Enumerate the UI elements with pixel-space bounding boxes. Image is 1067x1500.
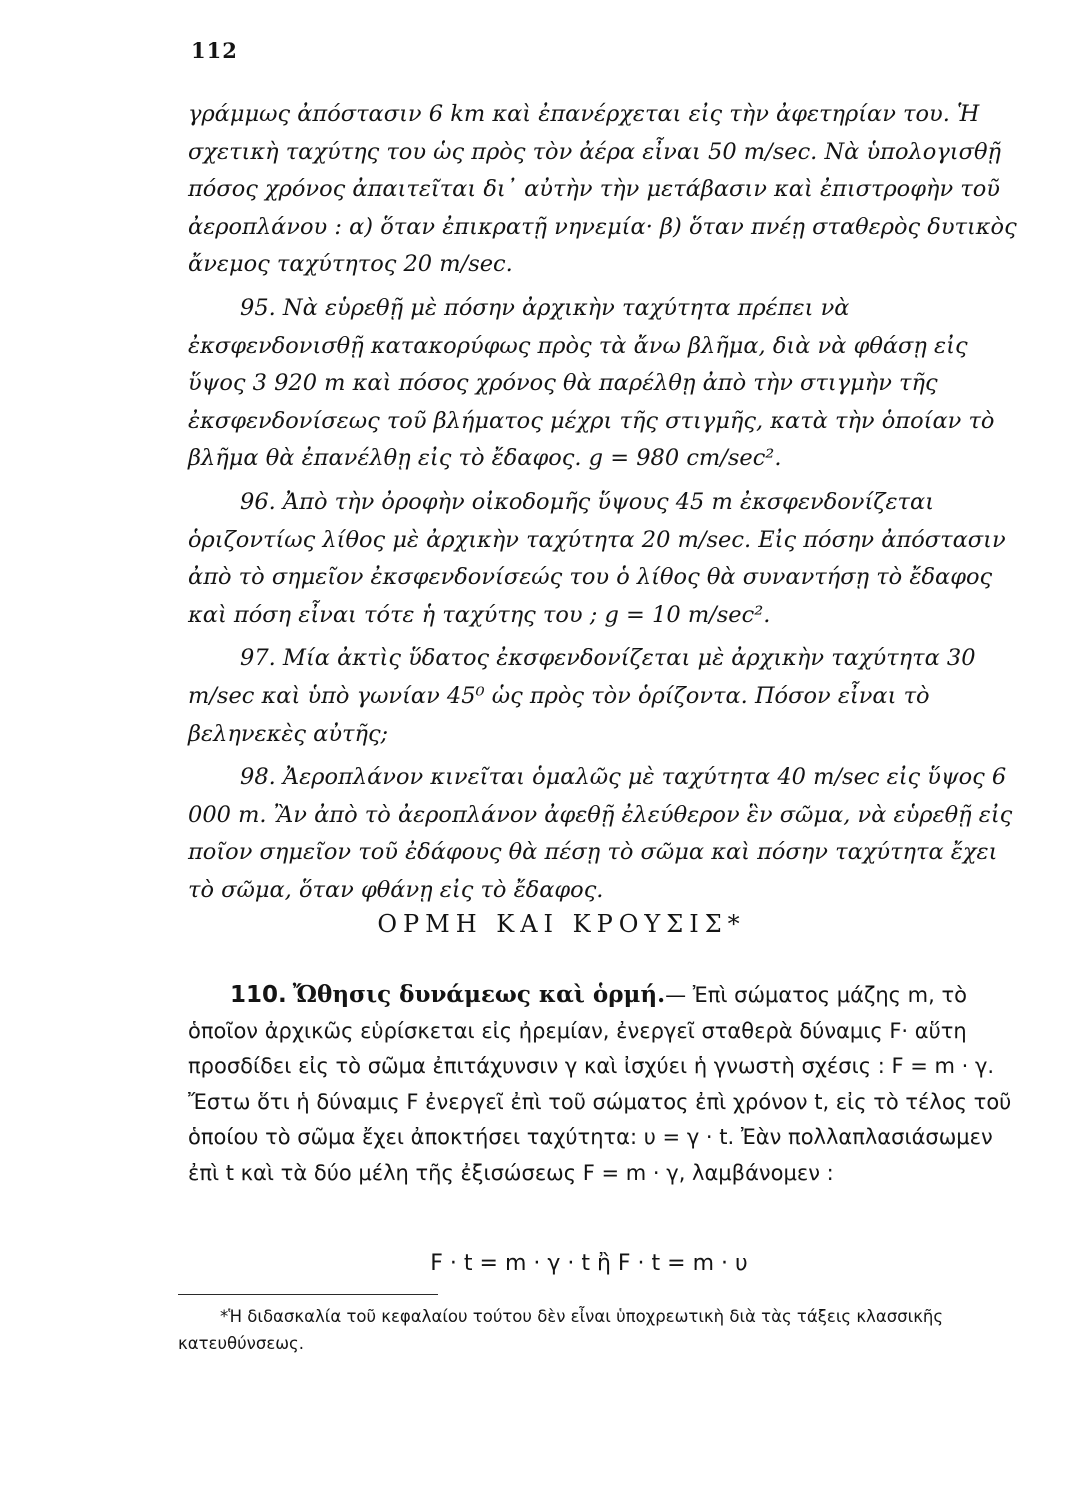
footnote <box>178 1303 1030 1357</box>
footnote-text: *Ἡ διδασκαλία τοῦ κεφαλαίου τούτου δὲν εἶναι ὑποχρεωτικὴ διὰ τὰς τάξεις κλασσικῆς κατευθύνσεως. <box>178 1307 944 1353</box>
page-number: 112 <box>191 38 238 63</box>
problem-continuation: γράμμως ἀπόστασιν 6 km καὶ ἐπανέρχεται εἰς τὴν ἀφετηρίαν του. Ἡ σχετικὴ ταχύτης του ὡς πρὸς τὸν ἀέρα εἶναι 50 m/sec. Νὰ ὑπολογισθῇ πόσος χρόνος ἀπαιτεῖται δι᾽ αὐτὴν τὴν μετάβασιν καὶ ἐπιστροφὴν τοῦ ἀεροπλάνου : α) ὅταν ἐπικρατῇ νηνεμία· β) ὅταν πνέῃ σταθερὸς δυτικὸς ἄνεμος ταχύτητος 20 m/sec. <box>188 101 1017 278</box>
equation: F · t = m · γ · t ἢ F · t = m · υ <box>430 1251 748 1276</box>
paragraph-heading: Ὤθησις δυνάμεως καὶ ὁρμή. <box>292 981 666 1008</box>
section-paragraph <box>188 977 1030 1191</box>
problem-98: 98. Ἀεροπλάνον κινεῖται ὁμαλῶς μὲ ταχύτητα 40 m/sec εἰς ὕψος 6 000 m. Ἂν ἀπὸ τὸ ἀεροπλάνον ἀφεθῇ ἐλεύθερον ἓν σῶμα, νὰ εὑρεθῇ εἰς ποῖον σημεῖον τοῦ ἐδάφους θὰ πέσῃ τὸ σῶμα καὶ πόσην ταχύτητα ἔχει τὸ σῶμα, ὅταν φθάνῃ εἰς τὸ ἔδαφος. <box>188 764 1013 903</box>
problem-list <box>188 96 1030 909</box>
section-body <box>188 977 1030 1191</box>
footnote-divider <box>178 1294 438 1295</box>
problem-97: 97. Μία ἀκτὶς ὕδατος ἐκσφενδονίζεται μὲ ἀρχικὴν ταχύτητα 30 m/sec καὶ ὑπὸ γωνίαν 45⁰ ὡς πρὸς τὸν ὁρίζοντα. Πόσον εἶναι τὸ βεληνεκὲς αὐτῆς; <box>188 645 976 747</box>
problem-95: 95. Νὰ εὑρεθῇ μὲ πόσην ἀρχικὴν ταχύτητα πρέπει νὰ ἐκσφενδονισθῇ κατακορύφως πρὸς τὰ ἄνω βλῆμα, διὰ νὰ φθάσῃ εἰς ὕψος 3 920 m καὶ πόσος χρόνος θὰ παρέλθῃ ἀπὸ τὴν στιγμὴν τῆς ἐκσφενδονίσεως τοῦ βλήματος μέχρι τῆς στιγμῆς, κατὰ τὴν ὁποίαν τὸ βλῆμα θὰ ἐπανέλθῃ εἰς τὸ ἔδαφος. g = 980 cm/sec². <box>188 294 995 472</box>
paragraph-number: 110. <box>230 982 287 1008</box>
paragraph-text: — Ἐπὶ σώματος μάζης m, τὸ ὁποῖον ἀρχικῶς εὑρίσκεται εἰς ἠρεμίαν, ἐνεργεῖ σταθερὰ δύναμις F· αὕτη προσδίδει εἰς τὸ σῶμα ἐπιτάχυνσιν γ καὶ ἰσχύει ἡ γνωστὴ σχέσις : F = m · γ. Ἔστω ὅτι ἡ δύναμις F ἐνεργεῖ ἐπὶ τοῦ σώματος ἐπὶ χρόνον t, εἰς τὸ τέλος τοῦ ὁποίου τὸ σῶμα ἔχει ἀποκτήσει ταχύτητα: υ = γ · t. Ἐὰν πολλαπλασιάσωμεν ἐπὶ t καὶ τὰ δύο μέλη τῆς ἐξισώσεως F = m · γ, λαμβάνομεν : <box>188 983 1012 1185</box>
section-title: ΟΡΜΗ ΚΑΙ ΚΡΟΥΣΙΣ* <box>377 910 746 938</box>
problem-96: 96. Ἀπὸ τὴν ὀροφὴν οἰκοδομῆς ὕψους 45 m ἐκσφενδονίζεται ὁριζοντίως λίθος μὲ ἀρχικὴν ταχύτητα 20 m/sec. Εἰς πόσην ἀπόστασιν ἀπὸ τὸ σημεῖον ἐκσφενδονίσεώς του ὁ λίθος θὰ συναντήσῃ τὸ ἔδαφος καὶ πόση εἶναι τότε ἡ ταχύτης του ; g = 10 m/sec². <box>188 488 1006 628</box>
